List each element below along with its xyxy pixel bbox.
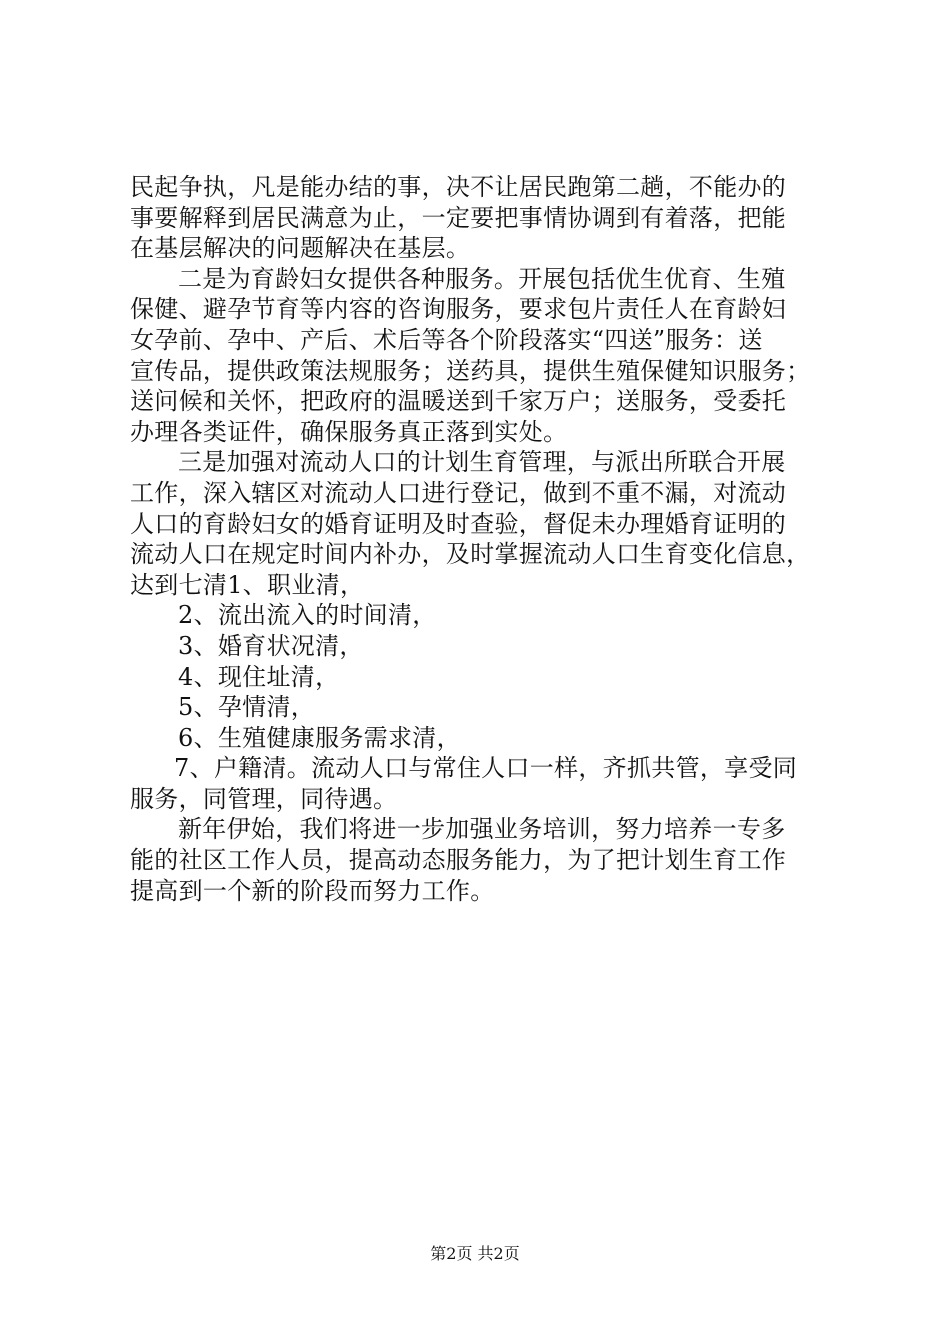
document-body — [130, 172, 830, 906]
text-line: 女孕前、孕中、产后、术后等各个阶段落实“四送”服务：送 — [130, 325, 763, 354]
page-footer — [0, 1244, 950, 1264]
text-line: 事要解释到居民满意为止，一定要把事情协调到有着落，把能 — [130, 203, 787, 232]
list-item: 6、生殖健康服务需求清， — [178, 723, 461, 752]
list-item: 7、户籍清。流动人口与常住人口一样，齐抓共管，享受同 — [174, 754, 798, 783]
paragraph-start-line: 新年伊始，我们将进一步加强业务培训，努力培养一专多 — [178, 815, 786, 844]
list-item: 3、婚育状况清， — [178, 631, 364, 660]
text-line: 保健、避孕节育等内容的咨询服务，要求包片责任人在育龄妇 — [130, 295, 787, 324]
list-item: 2、流出流入的时间清， — [178, 601, 437, 630]
text-line: 达到七清1、职业清， — [130, 570, 365, 599]
text-line: 人口的育龄妇女的婚育证明及时查验，督促未办理婚育证明的 — [130, 509, 787, 538]
text-line: 提高到一个新的阶段而努力工作。 — [130, 876, 495, 905]
text-line: 宣传品，提供政策法规服务；送药具，提供生殖保健知识服务； — [130, 356, 811, 385]
page-number-label: 第2页 共2页 — [430, 1244, 520, 1263]
list-item: 4、现住址清， — [178, 662, 340, 691]
text-line: 工作，深入辖区对流动人口进行登记，做到不重不漏，对流动 — [130, 478, 787, 507]
text-line: 在基层解决的问题解决在基层。 — [130, 234, 471, 263]
text-line: 办理各类证件，确保服务真正落到实处。 — [130, 417, 568, 446]
text-line: 民起争执，凡是能办结的事，决不让居民跑第二趟，不能办的 — [130, 173, 787, 201]
paragraph-start-line: 二是为育龄妇女提供各种服务。开展包括优生优育、生殖 — [178, 264, 786, 293]
paragraph-start-line: 三是加强对流动人口的计划生育管理，与派出所联合开展 — [178, 448, 786, 477]
text-line: 送问候和关怀，把政府的温暖送到千家万户；送服务，受委托 — [130, 387, 787, 416]
text-line: 服务，同管理，同待遇。 — [130, 784, 398, 813]
text-line: 能的社区工作人员，提高动态服务能力，为了把计划生育工作 — [130, 846, 787, 875]
text-line: 流动人口在规定时间内补办，及时掌握流动人口生育变化信息， — [130, 540, 811, 569]
list-item: 5、孕情清， — [178, 693, 316, 722]
